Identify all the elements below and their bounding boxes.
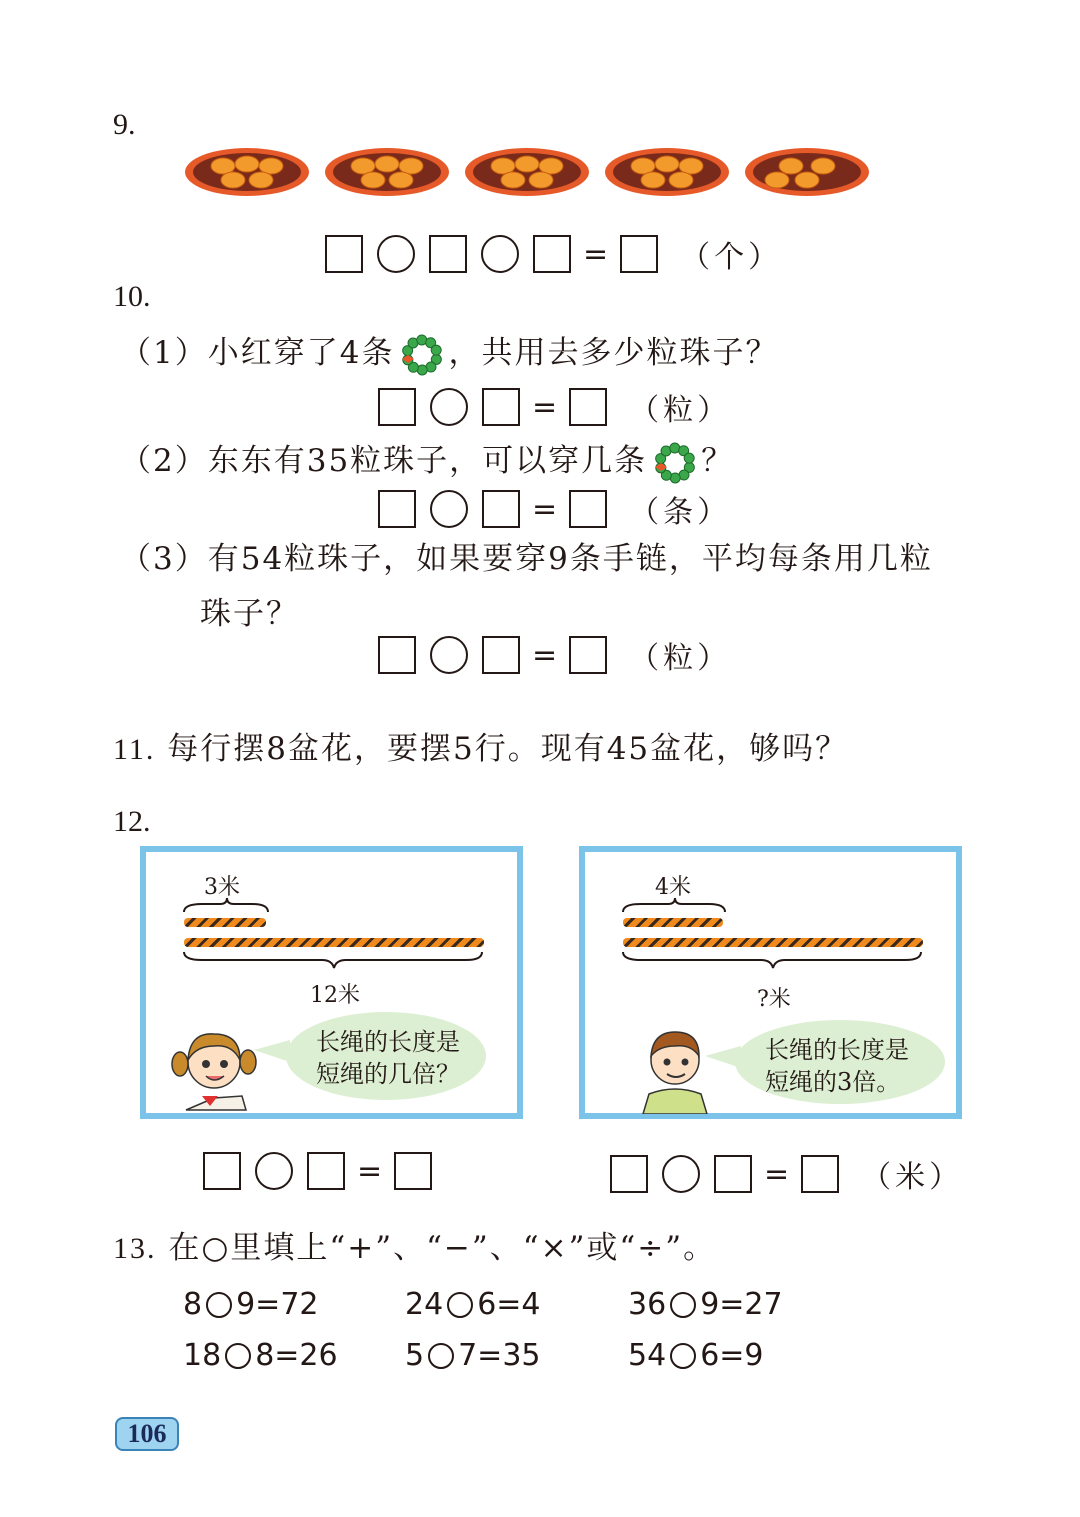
bracelet-icon: [396, 333, 446, 377]
operator-circle[interactable]: [670, 1292, 696, 1318]
brace-top: [182, 898, 272, 916]
operand: 36: [628, 1287, 667, 1322]
equals-sign: =: [357, 1153, 383, 1189]
speech-bubble: [286, 1012, 486, 1100]
operand: 5: [405, 1338, 425, 1373]
q11-number: 11.: [113, 733, 156, 766]
q9-equation: [325, 232, 782, 276]
speech-line: 短绳的3倍。: [765, 1068, 901, 1096]
operator-circle[interactable]: [670, 1343, 696, 1369]
operator-circle[interactable]: [255, 1152, 293, 1190]
unit-label: （粒）: [629, 641, 732, 676]
answer-box[interactable]: [394, 1152, 432, 1190]
operator-circle[interactable]: [225, 1343, 251, 1369]
q10-part1-equation: [378, 385, 731, 429]
operand: 54: [628, 1338, 667, 1373]
calc-item: [628, 1287, 783, 1322]
brace-bottom: [182, 950, 486, 970]
part-text: 有54粒珠子，如果要穿9条手链，平均每条用几粒: [207, 541, 933, 577]
answer-box[interactable]: [801, 1155, 839, 1193]
operand: 9=72: [236, 1287, 319, 1322]
operator-circle[interactable]: [428, 1343, 454, 1369]
answer-box[interactable]: [482, 636, 520, 674]
answer-box[interactable]: [378, 490, 416, 528]
answer-box[interactable]: [569, 388, 607, 426]
speech-line: 短绳的几倍？: [316, 1060, 460, 1088]
part-prefix: （1）: [120, 335, 208, 371]
q13: [113, 1222, 716, 1267]
operand: 8=26: [255, 1338, 338, 1373]
calc-item: [628, 1338, 764, 1373]
part-text: ？: [701, 443, 735, 479]
equals-sign: =: [532, 491, 558, 527]
answer-box[interactable]: [569, 490, 607, 528]
operator-circle[interactable]: [430, 636, 468, 674]
calc-item: [183, 1338, 338, 1373]
q12-left-panel: [140, 846, 523, 1119]
operator-circle[interactable]: [447, 1292, 473, 1318]
operand: 24: [405, 1287, 444, 1322]
q12-number: 12.: [113, 805, 151, 838]
operator-circle[interactable]: [430, 490, 468, 528]
part-text: ，共用去多少粒珠子？: [448, 335, 779, 371]
boy-illustration: [635, 1020, 715, 1114]
calc-item: [183, 1287, 319, 1322]
q12-left-equation: [203, 1152, 432, 1190]
equals-sign: =: [764, 1156, 790, 1192]
q10-part3-equation: [378, 633, 731, 677]
q9-number: 9.: [113, 108, 136, 141]
calc-item: [405, 1287, 541, 1322]
q11-text: 每行摆8盆花，要摆5行。现有45盆花，够吗？: [167, 731, 849, 767]
girl-illustration: [166, 1014, 266, 1114]
bracelet-icon: [649, 441, 699, 485]
unit-label: （粒）: [629, 393, 732, 428]
unit-label: （米）: [861, 1160, 964, 1195]
equals-sign: =: [532, 637, 558, 673]
q13-number: 13.: [113, 1232, 157, 1265]
operator-circle[interactable]: [481, 235, 519, 273]
operand: 8: [183, 1287, 203, 1322]
speech-line: 长绳的长度是: [765, 1036, 909, 1064]
long-rope-label: 12米: [310, 983, 360, 1008]
operator-circle[interactable]: [377, 235, 415, 273]
answer-box[interactable]: [378, 388, 416, 426]
plates-illustration: [185, 145, 885, 200]
operand: 7=35: [458, 1338, 541, 1373]
speech-line: 长绳的长度是: [316, 1028, 460, 1056]
operator-circle[interactable]: [430, 388, 468, 426]
part-prefix: （2）: [120, 443, 208, 479]
answer-box[interactable]: [533, 235, 571, 273]
answer-box[interactable]: [482, 490, 520, 528]
q10-part2: [120, 435, 734, 485]
part-prefix: （3）: [120, 541, 208, 577]
answer-box[interactable]: [378, 636, 416, 674]
unit-label: （条）: [629, 495, 732, 530]
speech-bubble: [735, 1020, 945, 1104]
part-text: 东东有35粒珠子，可以穿几条: [207, 443, 648, 479]
short-rope: [184, 918, 266, 927]
short-rope-label: 3米: [204, 875, 240, 900]
plate-of-buns: [465, 148, 589, 196]
operator-circle[interactable]: [206, 1292, 232, 1318]
equals-sign: =: [583, 236, 609, 272]
q10-part1: [120, 327, 778, 377]
unit-label: （个）: [680, 240, 783, 275]
q13-text: 在○里填上“+”、“−”、“×”或“÷”。: [168, 1230, 717, 1266]
part-text: 小红穿了4条: [207, 335, 395, 371]
q12-right-panel: [579, 846, 962, 1119]
plate-of-buns: [185, 148, 309, 196]
answer-box[interactable]: [325, 235, 363, 273]
operand: 6=9: [700, 1338, 764, 1373]
answer-box[interactable]: [482, 388, 520, 426]
page-number: 106: [115, 1417, 179, 1451]
answer-box[interactable]: [714, 1155, 752, 1193]
operand: 18: [183, 1338, 222, 1373]
operand: 6=4: [477, 1287, 541, 1322]
short-rope: [623, 918, 723, 927]
plate-of-buns: [605, 148, 729, 196]
answer-box[interactable]: [203, 1152, 241, 1190]
q10-part2-equation: [378, 487, 731, 531]
answer-box[interactable]: [620, 235, 658, 273]
calc-item: [405, 1338, 541, 1373]
q12-right-equation: [610, 1152, 963, 1196]
brace-top: [621, 898, 731, 916]
long-rope-label: ?米: [757, 987, 791, 1012]
answer-box[interactable]: [569, 636, 607, 674]
q10-part3: [120, 533, 933, 578]
equals-sign: =: [532, 389, 558, 425]
answer-box[interactable]: [429, 235, 467, 273]
plate-of-buns: [745, 148, 869, 196]
long-rope: [623, 938, 923, 947]
operator-circle[interactable]: [662, 1155, 700, 1193]
answer-box[interactable]: [610, 1155, 648, 1193]
short-rope-label: 4米: [655, 875, 691, 900]
q11: [113, 723, 848, 768]
q10-part3-cont: 珠子？: [200, 596, 299, 632]
q10-number: 10.: [113, 280, 151, 313]
answer-box[interactable]: [307, 1152, 345, 1190]
plate-of-buns: [325, 148, 449, 196]
long-rope: [184, 938, 484, 947]
operand: 9=27: [700, 1287, 783, 1322]
brace-bottom: [621, 950, 925, 970]
